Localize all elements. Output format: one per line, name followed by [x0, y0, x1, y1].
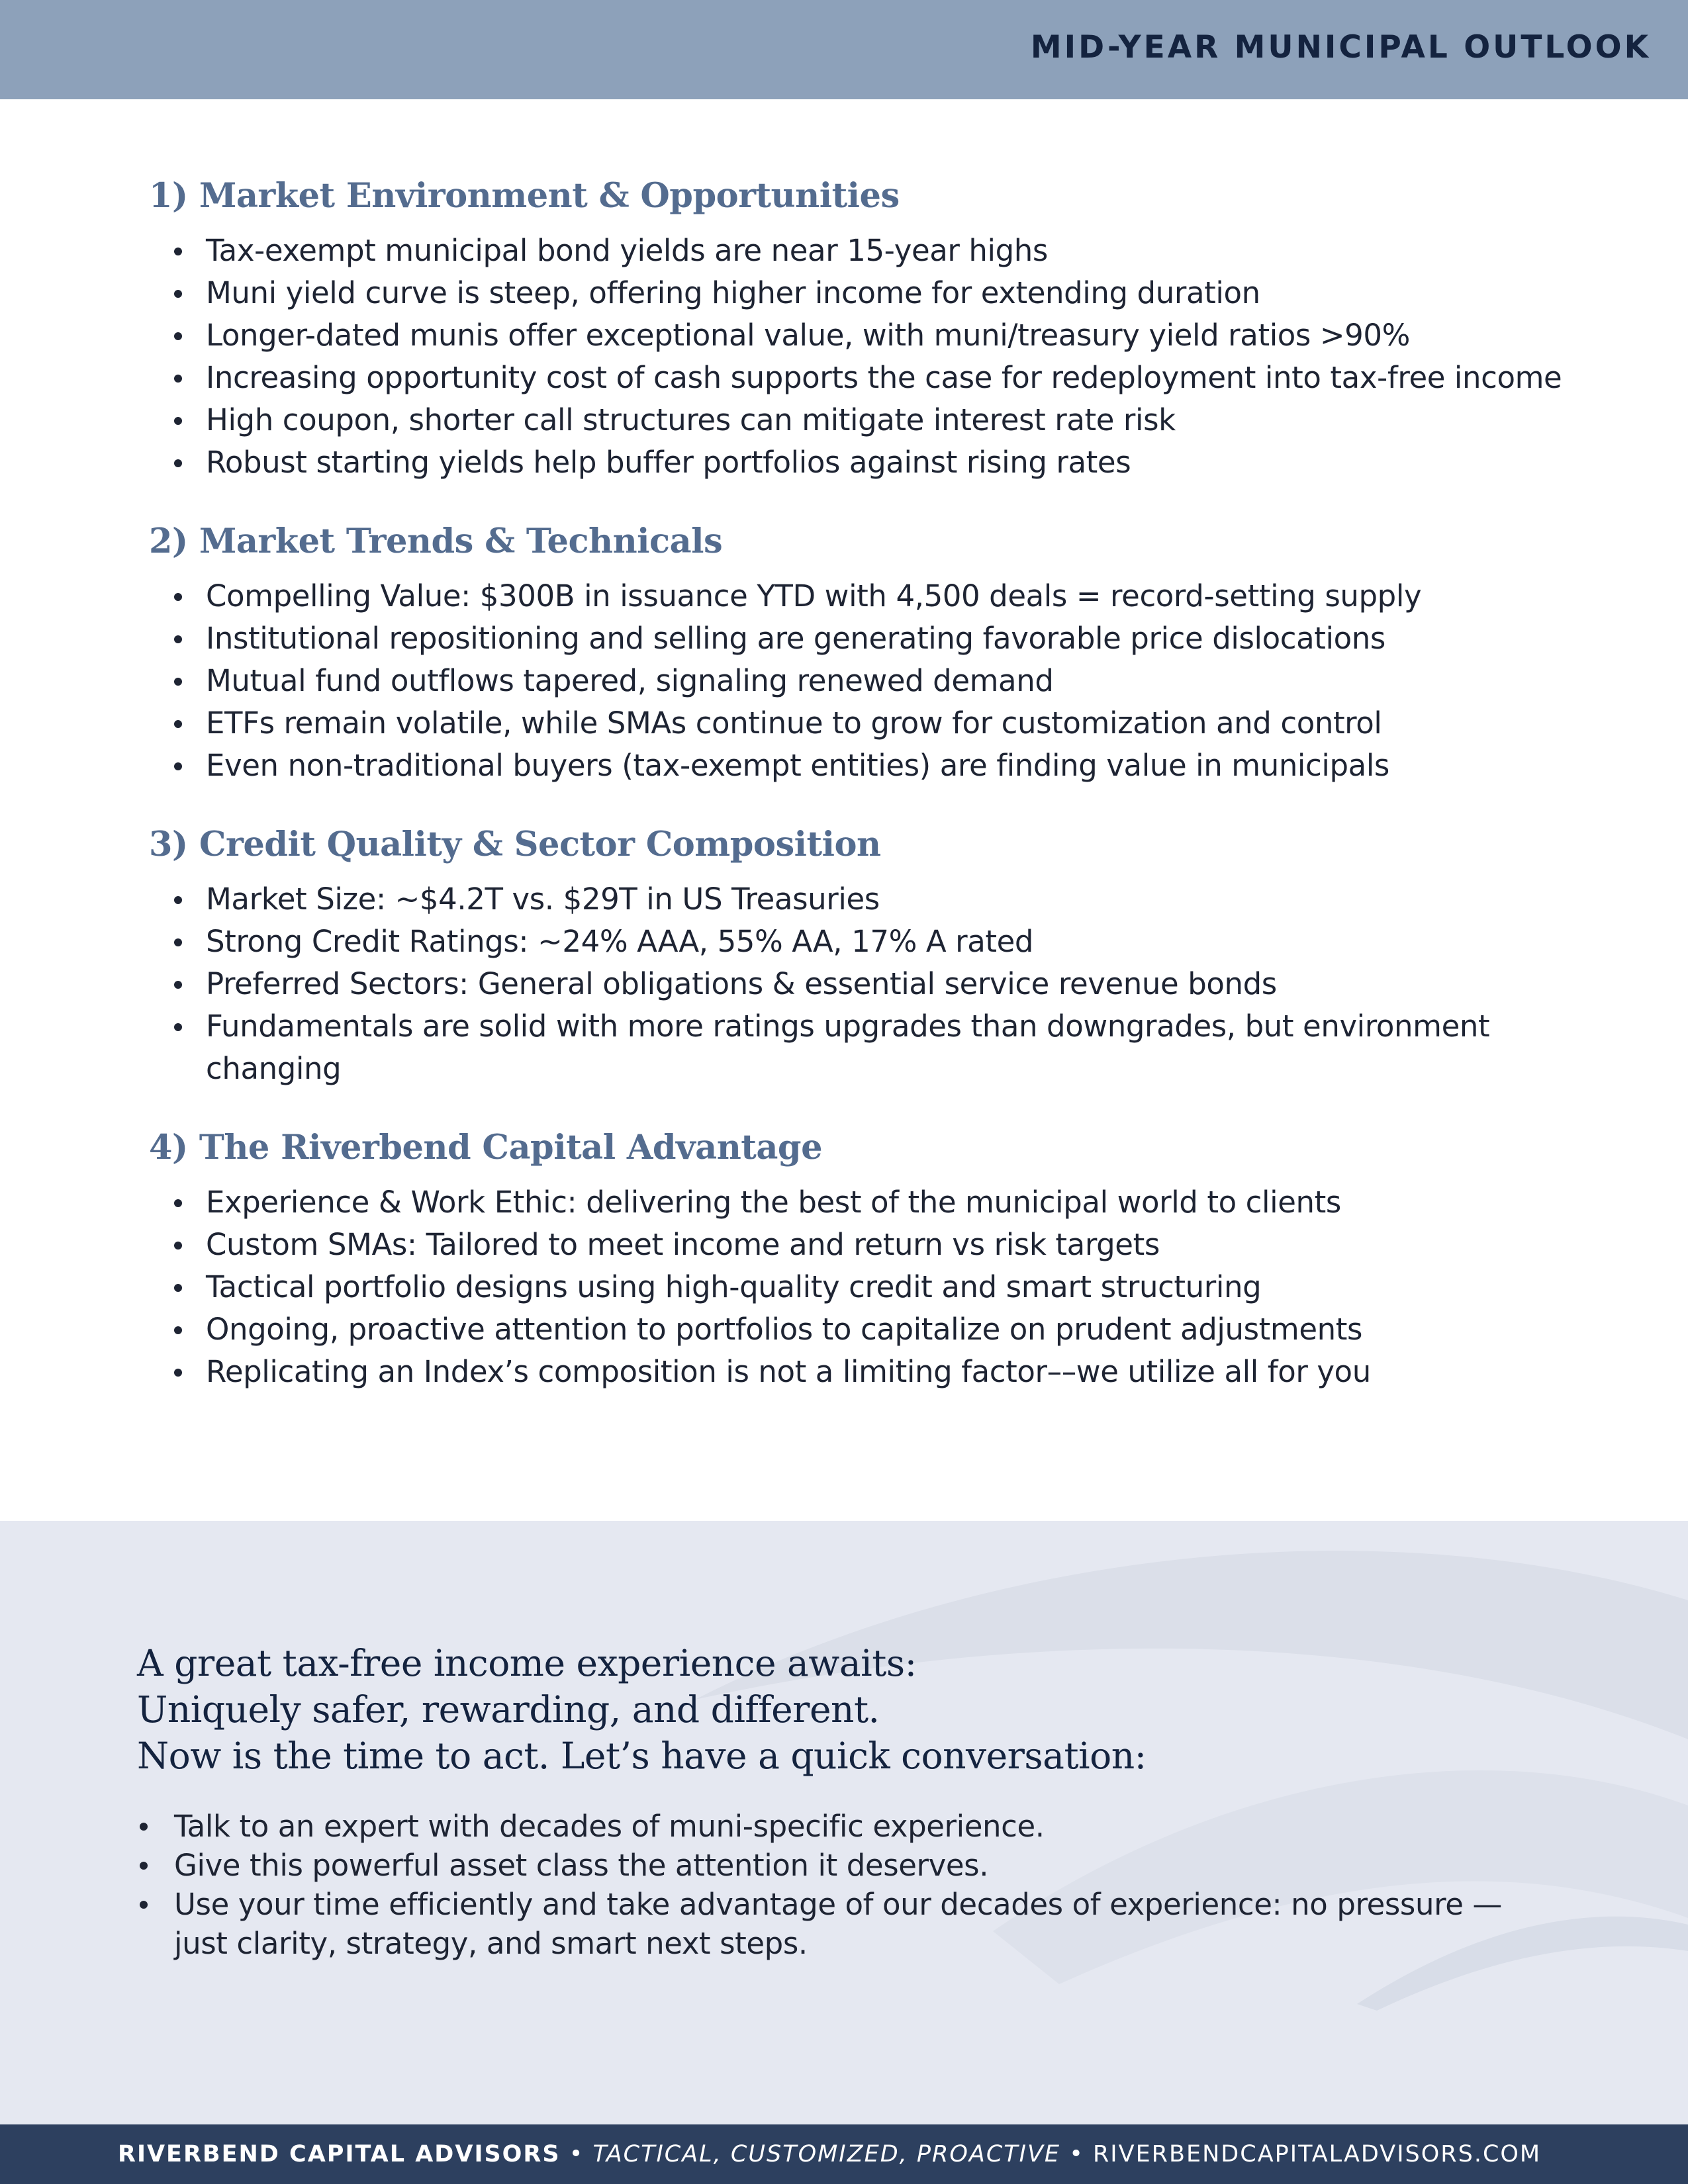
list-item-text: Preferred Sectors: General obligations & essential service revenue bonds — [206, 966, 1277, 1001]
section-heading: 3) Credit Quality & Sector Composition — [149, 825, 881, 864]
list-item-text: Tactical portfolio designs using high-quality credit and smart structuring — [206, 1269, 1262, 1304]
list-item-text: Compelling Value: $300B in issuance YTD with 4,500 deals = record-setting supply — [206, 578, 1422, 614]
list-item — [149, 357, 1572, 399]
bullet-dot-icon — [174, 678, 182, 686]
cta-headline-line: A great tax-free income experience awaits: — [137, 1642, 917, 1684]
list-item-text: Replicating an Index’s composition is not a limiting factor––we utilize all for you — [206, 1354, 1371, 1389]
section-market-trends — [149, 514, 1572, 787]
list-item-text: Robust starting yields help buffer portfolios against rising rates — [206, 445, 1131, 480]
bullet-list — [149, 1181, 1572, 1393]
list-item-text: Use your time efficiently and take advantage of our decades of experience: no pressure — just clarity, strategy, and smart next steps. — [174, 1887, 1502, 1961]
list-item-text: Strong Credit Ratings: ~24% AAA, 55% AA, 17% A rated — [206, 924, 1034, 959]
website-link[interactable]: RIVERBENDCAPITALADVISORS.COM — [1092, 2141, 1542, 2167]
firm-name: RIVERBEND CAPITAL ADVISORS — [118, 2141, 561, 2167]
list-item — [149, 1351, 1572, 1393]
bullet-dot-icon — [174, 981, 182, 989]
bullet-dot-icon — [174, 762, 182, 770]
section-riverbend-advantage — [149, 1120, 1572, 1393]
list-item — [149, 1224, 1572, 1266]
list-item — [149, 702, 1572, 745]
bullet-dot-icon — [174, 1326, 182, 1334]
bullet-list — [149, 575, 1572, 787]
bullet-dot-icon — [174, 1369, 182, 1377]
list-item-text: Custom SMAs: Tailored to meet income and return vs risk targets — [206, 1227, 1160, 1262]
bullet-dot-icon — [174, 1284, 182, 1292]
list-item — [149, 1266, 1572, 1308]
footer-separator: • — [569, 2141, 585, 2167]
bullet-dot-icon — [140, 1862, 148, 1870]
list-item — [149, 878, 1572, 921]
list-item — [149, 921, 1572, 963]
list-item-text: Market Size: ~$4.2T vs. $29T in US Treasuries — [206, 882, 880, 917]
bullet-dot-icon — [174, 593, 182, 601]
list-item-text: Muni yield curve is steep, offering higher income for extending duration — [206, 275, 1260, 310]
top-banner — [0, 0, 1688, 99]
call-to-action-panel — [0, 1521, 1688, 2124]
section-credit-quality — [149, 817, 1572, 1090]
bullet-dot-icon — [140, 1901, 148, 1909]
bullet-dot-icon — [174, 290, 182, 298]
footer-separator: • — [1069, 2141, 1084, 2167]
bullet-dot-icon — [174, 375, 182, 383]
list-item-text: Experience & Work Ethic: delivering the best of the municipal world to clients — [206, 1185, 1341, 1220]
bullet-dot-icon — [174, 1023, 182, 1031]
bullet-dot-icon — [174, 459, 182, 467]
list-item-text: Give this powerful asset class the attention it deserves. — [174, 1848, 989, 1883]
list-item — [149, 1005, 1572, 1090]
list-item-text: Fundamentals are solid with more ratings upgrades than downgrades, but environment changing — [206, 1009, 1490, 1086]
section-heading: 1) Market Environment & Opportunities — [149, 176, 900, 216]
document-title: MID-YEAR MUNICIPAL OUTLOOK — [1030, 29, 1651, 66]
bullet-dot-icon — [174, 417, 182, 425]
bullet-dot-icon — [174, 1199, 182, 1207]
list-item-text: Longer-dated munis offer exceptional value, with muni/treasury yield ratios >90% — [206, 318, 1410, 353]
main-content — [149, 169, 1572, 1424]
list-item — [149, 1181, 1572, 1224]
list-item-text: High coupon, shorter call structures can mitigate interest rate risk — [206, 402, 1176, 437]
list-item — [149, 314, 1572, 357]
bullet-dot-icon — [174, 896, 182, 904]
bullet-dot-icon — [174, 332, 182, 340]
list-item — [149, 1308, 1572, 1351]
list-item — [149, 575, 1572, 617]
bullet-dot-icon — [174, 1242, 182, 1250]
list-item — [149, 441, 1572, 484]
cta-bullet-list — [137, 1807, 1560, 1963]
bullet-dot-icon — [140, 1823, 148, 1831]
footer-tagline: TACTICAL, CUSTOMIZED, PROACTIVE — [592, 2141, 1061, 2167]
bullet-dot-icon — [174, 248, 182, 255]
list-item — [137, 1807, 1560, 1846]
list-item — [137, 1846, 1560, 1885]
footer-bar — [0, 2124, 1688, 2184]
list-item — [149, 272, 1572, 314]
list-item — [149, 399, 1572, 441]
bullet-list — [149, 878, 1572, 1090]
list-item-text: Even non-traditional buyers (tax-exempt entities) are finding value in municipals — [206, 748, 1389, 783]
bullet-dot-icon — [174, 720, 182, 728]
list-item — [137, 1885, 1560, 1963]
section-heading: 2) Market Trends & Technicals — [149, 522, 723, 561]
list-item — [149, 660, 1572, 702]
list-item-text: Mutual fund outflows tapered, signaling renewed demand — [206, 663, 1054, 698]
footer-line — [118, 2141, 1541, 2167]
list-item-text: Talk to an expert with decades of muni-specific experience. — [174, 1809, 1045, 1844]
list-item — [149, 617, 1572, 660]
bullet-dot-icon — [174, 938, 182, 946]
list-item-text: Institutional repositioning and selling are generating favorable price dislocations — [206, 621, 1385, 656]
cta-headline-line: Uniquely safer, rewarding, and different. — [137, 1688, 880, 1731]
list-item — [149, 745, 1572, 787]
list-item-text: ETFs remain volatile, while SMAs continue to grow for customization and control — [206, 705, 1382, 741]
list-item-text: Ongoing, proactive attention to portfolios to capitalize on prudent adjustments — [206, 1312, 1363, 1347]
section-heading: 4) The Riverbend Capital Advantage — [149, 1128, 823, 1167]
cta-headline-line: Now is the time to act. Let’s have a quick conversation: — [137, 1735, 1147, 1777]
list-item-text: Tax-exempt municipal bond yields are near 15-year highs — [206, 233, 1048, 268]
bullet-list — [149, 230, 1572, 484]
list-item — [149, 230, 1572, 272]
bullet-dot-icon — [174, 635, 182, 643]
section-market-environment — [149, 169, 1572, 484]
list-item-text: Increasing opportunity cost of cash supports the case for redeployment into tax-free income — [206, 360, 1562, 395]
list-item — [149, 963, 1572, 1005]
cta-headline — [137, 1640, 1527, 1779]
